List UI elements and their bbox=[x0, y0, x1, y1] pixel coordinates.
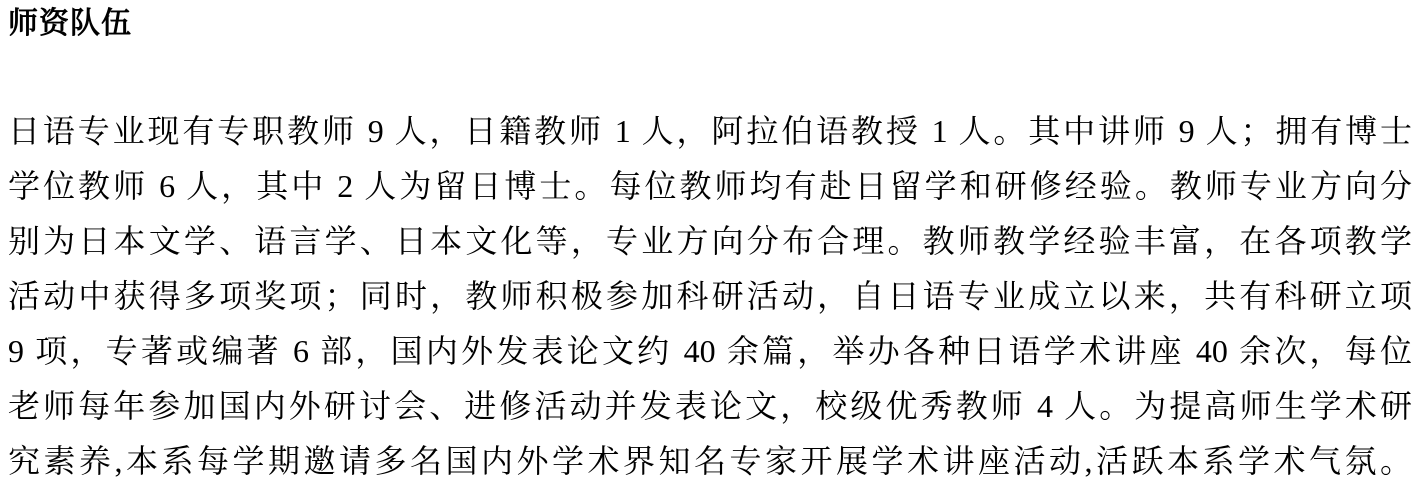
paragraph-line: 学位教师 6 人，其中 2 人为留日博士。每位教师均有赴日留学和研修经验。教师专业方向分 bbox=[8, 168, 1412, 204]
paragraph-line: 活动中获得多项奖项；同时，教师积极参加科研活动，自日语专业成立以来，共有科研立项 bbox=[8, 278, 1412, 314]
section-heading: 师资队伍 bbox=[8, 7, 132, 40]
paragraph-line: 老师每年参加国内外研讨会、进修活动并发表论文，校级优秀教师 4 人。为提高师生学术研 bbox=[8, 388, 1412, 424]
faculty-paragraph bbox=[8, 104, 1412, 489]
paragraph-line: 别为日本文学、语言学、日本文化等，专业方向分布合理。教师教学经验丰富，在各项教学 bbox=[8, 223, 1412, 259]
paragraph-line: 9 项，专著或编著 6 部，国内外发表论文约 40 余篇，举办各种日语学术讲座 40 余次，每位 bbox=[8, 333, 1412, 369]
paragraph-line: 日语专业现有专职教师 9 人，日籍教师 1 人，阿拉伯语教授 1 人。其中讲师 9 人；拥有博士 bbox=[8, 113, 1412, 149]
paragraph-line: 究素养,本系每学期邀请多名国内外学术界知名专家开展学术讲座活动,活跃本系学术气氛。 bbox=[8, 443, 1412, 479]
